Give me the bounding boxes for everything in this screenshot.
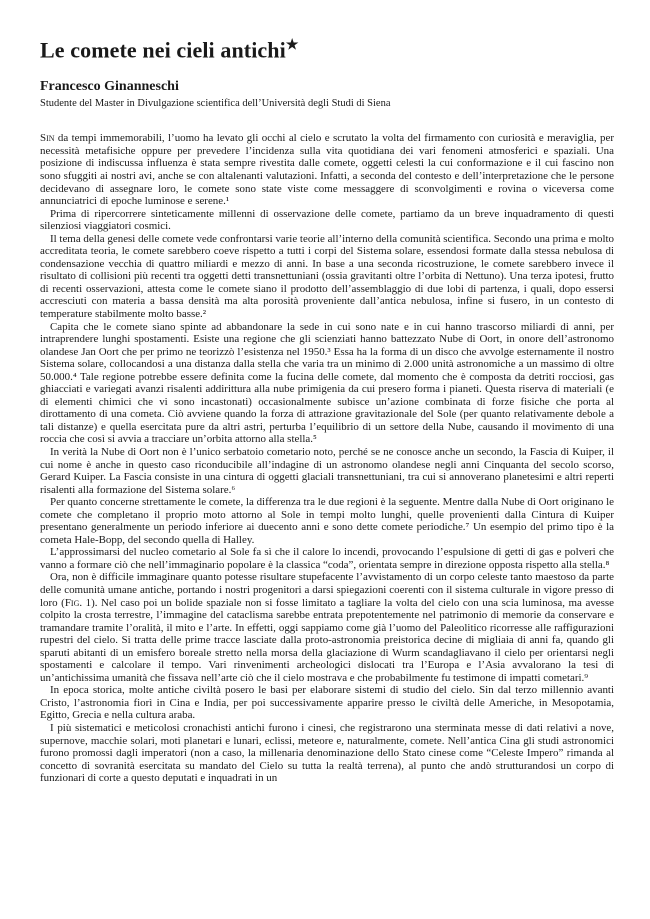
paragraph-text: da tempi immemorabili, l’uomo ha levato gli occhi al cielo e scrutato la volta del firmamento con curiosità e meraviglia, per necessità metafisiche oppure per prevedere l’incidenza sulla vita quotidiana dei vari fenomeni atmosferici e spaziali. Una posizione di indiscussa influenza è stata sempre rivestita dalle comete, oggetti celesti la cui conformazione e il cui fascino non sono sfuggiti ai nostri avi, anche se con altalenanti valutazioni. Infatti, a seconda del contesto e dell’interpretazione che le persone decidevano di assegnare loro, le comete sono state viste come messaggere di sconvolgimenti e rovina o viceversa come annunciatrici di epoche luminose e serene.¹ <box>40 132 614 208</box>
title-star-mark: ★ <box>285 38 299 53</box>
figure-reference[interactable]: Fig. 1 <box>64 596 92 609</box>
paragraph-4: Capita che le comete siano spinte ad abbandonare la sede in cui sono nate e in cui hanno trascorso miliardi di anni, per intraprendere lunghi spostamenti. Esiste una regione che gli scienziati hanno battezzato Nube di Oort, in onore dell’astronomo olandese Jan Oort che per primo ne teorizzò l’esistenza nel 1950.³ Essa ha la forma di un disco che avvolge esternamente il nostro Sistema solare, collocandosi a una distanza dalla stella che varia tra un minimo di 2.000 unità astronomiche a un massimo di oltre 50.000.⁴ Tale regione potrebbe essere definita come la fucina delle comete, dal momento che è composta da detriti rocciosi, gas ghiacciati e variegati avanzi risalenti addirittura alla nube primigenia da cui presero forma i pianeti. Questa riserva di materiali (e di elementi chimici che vi sono incastonati) occasionalmente subisce un’azione combinata di forze fisiche che porta al dirottamento di una cometa. Ciò avviene quando la forza di attrazione gravitazionale del Sole (per quanto relativamente debole a tali distanze) e quella esercitata pure da altri astri, perturba l’equilibrio di un settore della Nube, causando il movimento di una roccia che così si avvia a tracciare un’orbita attorno alla stella.⁵ <box>40 320 614 446</box>
paragraph-7: L’approssimarsi del nucleo cometario al Sole fa sì che il calore lo incendi, provocando l’espulsione di getti di gas e polveri che vanno a formare ciò che nell’immaginario popolare è la classica “coda”, orientata sempre in direzione opposta rispetto alla stella.⁸ <box>40 546 614 571</box>
paragraph-10: I più sistematici e meticolosi cronachisti antichi furono i cinesi, che registrarono una sterminata messe di dati relativi a nove, supernove, macchie solari, moti planetari e lunari, eclissi, meteore e, naturalmente, comete. Nell’antica Cina gli studi astronomici furono promossi dagli imperatori (non a caso, la millenaria denominazione dello Stato cinese come “Celeste Impero” rimanda al concetto di sovranità esercitata su mandato del Cielo su tutta la realtà terrena), al punto che andò strutturandosi un corpo di funzionari di corte a questo deputati e inquadrati in un <box>40 722 614 785</box>
paragraph-2: Prima di ripercorrere sinteticamente millenni di osservazione delle comete, partiamo da un breve inquadramento di questi silenziosi viaggiatori cosmici. <box>40 207 614 233</box>
author-affiliation: Studente del Master in Divulgazione scientifica dell’Università degli Studi di Siena <box>40 98 391 110</box>
paragraph-3: Il tema della genesi delle comete vede confrontarsi varie teorie all’interno della comunità scientifica. Secondo una prima e molto accreditata teoria, le comete sarebbero coeve rispetto a tutti i corpi del Sistema solare, essendosi formate dalla stessa nebulosa di condensazione vecchia di quattro miliardi e mezzo di anni. In base a una seconda ricostruzione, le comete sarebbero invece il risultato di collisioni più recenti tra oggetti detti transnettuniani (ossia gravitanti oltre l’orbita di Nettuno). Una terza ipotesi, frutto di recenti osservazioni, attesta come le comete siano il prodotto dell’assemblaggio di due lobi di partenza, i quali, dopo essersi accresciuti con materia a bassa densità ma alta porosità proveniente dall’antica nebulosa, infine si fusero, in un contesto di temperature stabilmente molto basse.² <box>40 232 614 320</box>
paragraph-9: In epoca storica, molte antiche civiltà posero le basi per elaborare sistemi di studio del cielo. Sin dal terzo millennio avanti Cristo, l’astronomia fiorì in Cina e India, per poi successivamente apparire presso le civiltà delle Americhe, in Mesopotamia, Egitto, Grecia e nella cultura araba. <box>40 684 614 722</box>
paragraph-6: Per quanto concerne strettamente le comete, la differenza tra le due regioni è la seguente. Mentre dalla Nube di Oort originano le comete che completano il proprio moto attorno al Sole in tempi molto lunghi, quelle provenienti dalla Cintura di Kuiper presentano generalmente un periodo inferiore ai duecento anni e sono dette comete periodiche.⁷ Un esempio del primo tipo è la cometa Hale-Bopp, del secondo quella di Halley. <box>40 496 614 546</box>
paragraph-text: Ora, non è difficile immaginare quanto potesse risultare stupefacente l’avvistamento di un corpo celeste tanto maestoso da parte delle comunità umane antiche, portando i nostri progenitori a darsi spiegazioni coerenti con il sistema culturale in vigore presso di loro ( <box>40 571 614 609</box>
dropcap-lead: Sin <box>40 132 55 145</box>
article-title <box>40 32 614 64</box>
title-text: Le comete nei cieli antichi <box>40 37 286 63</box>
paragraph-text: ). Nel caso poi un bolide spaziale non si fosse limitato a tagliare la volta del cielo con una scia luminosa, ma avesse colpito la crosta terrestre, l’immagine del cataclisma sarebbe entrata prepotentemente nel patrimonio di memorie da conservare e tramandare tramite l’oralità, il mito e l’arte. In effetti, oggi sappiamo come già l’uomo del Paleolitico ricorresse alle raffigurazioni rupestri del cielo. Si tratta delle prime tracce lasciate dalla proto-astronomia preistorica decine di migliaia di anni fa, quando gli sparuti abitanti di un emisfero boreale stretto nella morsa della glaciazione di Wurm scandagliavano il cielo per orientarsi negli spostamenti e calcolare il tempo. Vari rinvenimenti archeologici dislocati tra l’Europa e l’Asia avvalorano la tesi di un’antichissima umanità che fissava nell’arte ciò che il cielo mostrava e che probabilmente fu testimone di impatti cometari.⁹ <box>40 596 615 684</box>
paragraph-8 <box>40 571 614 684</box>
paragraph-1 <box>40 132 614 207</box>
author-name: Francesco Ginanneschi <box>40 79 179 95</box>
article-body <box>40 132 614 784</box>
paragraph-5: In verità la Nube di Oort non è l’unico serbatoio cometario noto, perché se ne conosce anche un secondo, la Fascia di Kuiper, il cui nome è anche in questo caso riconducibile all’indagine di un astronomo olandese negli anni Cinquanta del secolo scorso, Gerard Kuiper. La Fascia consiste in una cintura di oggetti glaciali transnettuniani, tra cui si annoverano planetesimi e altri reperti risalenti alla formazione del Sistema solare.⁶ <box>40 446 614 496</box>
